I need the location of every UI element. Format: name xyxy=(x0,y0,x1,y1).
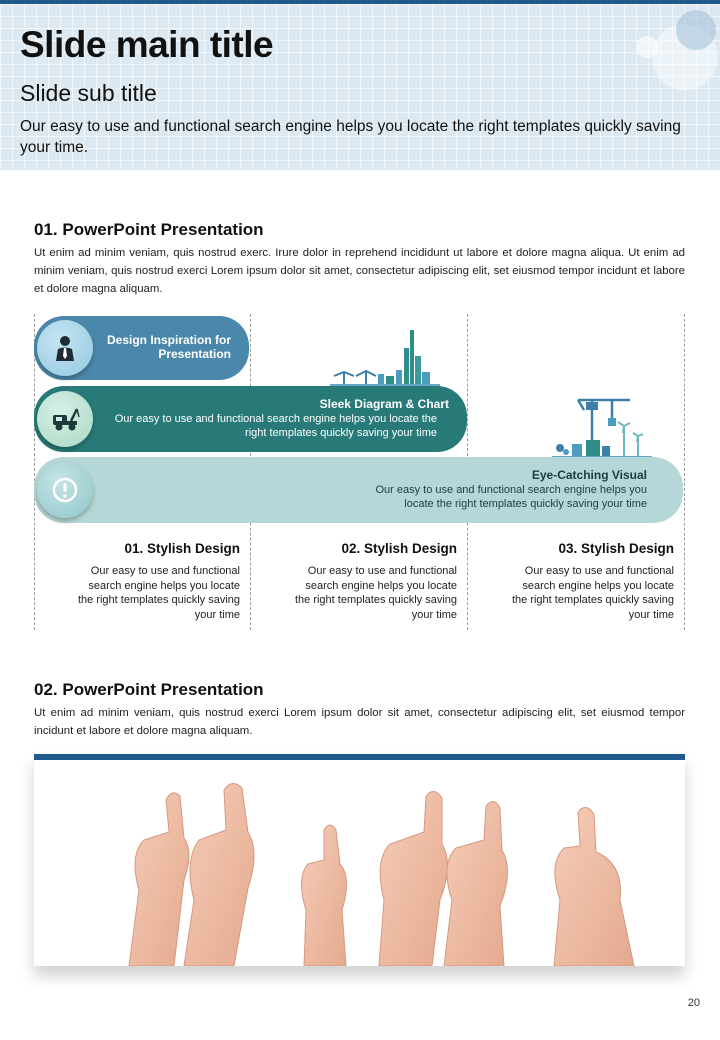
tow-truck-icon xyxy=(51,405,81,433)
step-2-badge xyxy=(37,391,93,447)
step-3-text: Our easy to use and functional search engine helps you locate the right templates quickly saving your time xyxy=(375,484,647,510)
slide-title: Slide main title xyxy=(20,24,274,65)
step-2-text: Our easy to use and functional search engine helps you locate the right templates quickly saving your time xyxy=(114,413,437,439)
slide-intro-text: Our easy to use and functional search engine helps you locate the right templates quickly saving your time. xyxy=(20,118,681,156)
step-bar-1 xyxy=(34,316,249,380)
design-column-2 xyxy=(253,541,457,622)
staircase-diagram xyxy=(34,314,686,630)
step-1-badge xyxy=(37,320,93,376)
thumbs-up-hands-photo xyxy=(34,760,685,966)
construction-crane-illustration xyxy=(552,396,652,460)
step-1-title: Design Inspiration for Presentation xyxy=(106,333,231,361)
column-2-text: Our easy to use and functional search engine helps you locate the right templates quickly saving your time xyxy=(294,565,457,621)
design-column-3 xyxy=(470,541,674,622)
column-3-text: Our easy to use and functional search engine helps you locate the right templates quickly saving your time xyxy=(511,565,674,621)
warning-icon xyxy=(51,476,79,504)
step-bar-2 xyxy=(34,386,467,452)
page-number: 20 xyxy=(687,997,700,1009)
section-1-body: Ut enim ad minim veniam, quis nostrud exerc. Irure dolor in reprehend incididunt ut labore et dolore magna aliqua. Ut enim ad minim veniam, quis nostrud exerci Lorem ipsum dolor sit amet, consectetur adipiscing elit, set eiusmod tempor incidunt et labore et dolore magna aliquam. xyxy=(34,247,685,295)
port-city-illustration xyxy=(330,328,440,388)
column-3-title: 03. Stylish Design xyxy=(558,541,674,556)
column-1-text: Our easy to use and functional search engine helps you locate the right templates quickly saving your time xyxy=(77,565,240,621)
section-2-body: Ut enim ad minim veniam, quis nostrud exerci Lorem ipsum dolor sit amet, consectetur adipiscing elit, set eiusmod tempor incidunt et labore et dolore magna aliquam. xyxy=(34,707,685,737)
section-2-heading: 02. PowerPoint Presentation xyxy=(34,680,264,699)
slide-subtitle: Slide sub title xyxy=(20,80,157,106)
decorative-bubble xyxy=(636,36,658,58)
step-3-badge xyxy=(37,462,93,518)
businessman-icon xyxy=(51,334,79,362)
section-1-heading: 01. PowerPoint Presentation xyxy=(34,220,264,239)
column-2-title: 02. Stylish Design xyxy=(341,541,457,556)
step-3-title: Eye-Catching Visual xyxy=(531,468,647,482)
step-bar-3 xyxy=(34,457,683,523)
photo-frame xyxy=(34,754,685,966)
column-1-title: 01. Stylish Design xyxy=(124,541,240,556)
design-column-1 xyxy=(36,541,240,622)
column-divider xyxy=(34,314,35,630)
step-2-title: Sleek Diagram & Chart xyxy=(319,397,449,411)
decorative-bubble xyxy=(676,10,716,50)
column-divider xyxy=(684,314,685,630)
slide-header xyxy=(0,0,720,170)
